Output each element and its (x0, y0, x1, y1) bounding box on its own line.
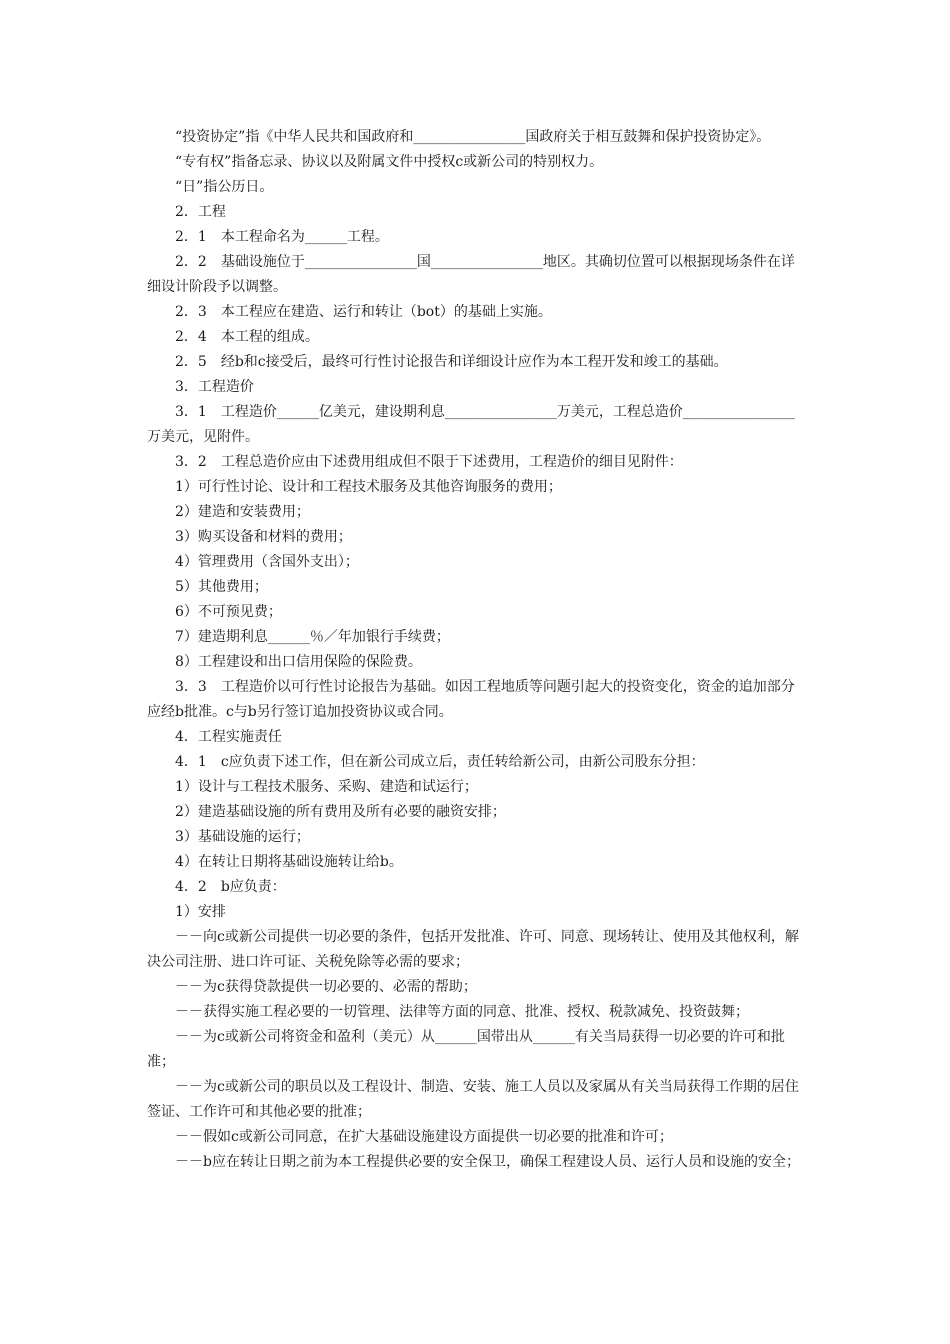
cost-item-5: 5）其他费用； (175, 579, 268, 595)
paragraph-investment-agreement-definition: “投资协定”指《中华人民共和国政府和________________国政府关于相互鼓舞和保护投资协定》。 (175, 129, 771, 145)
section-heading-project-cost: 3．工程造价 (175, 379, 254, 395)
arrangement-item-capital-transfer: －－为c或新公司将资金和盈利（美元）从______国带出从______有关当局获得一切必要的许可和批准； (147, 1029, 785, 1070)
arrangement-item-approvals: －－获得实施工程必要的一切管理、法律等方面的同意、批准、授权、税款减免、投资鼓舞； (175, 1004, 749, 1020)
responsibility-item-4: 4）在转让日期将基础设施转让给b。 (175, 854, 403, 870)
cost-item-2: 2）建造和安装费用； (175, 504, 310, 520)
clause-3-3: 3．3 工程造价以可行性讨论报告为基础。如因工程地质等问题引起大的投资变化，资金的追加部分应经b批准。c与b另行签订追加投资协议或合同。 (147, 679, 795, 720)
responsibility-item-3: 3）基础设施的运行； (175, 829, 310, 845)
clause-4-2: 4．2 b应负责： (175, 879, 286, 895)
arrangement-item-security: －－b应在转让日期之前为本工程提供必要的安全保卫，确保工程建设人员、运行人员和设施的安全； (175, 1154, 800, 1170)
clause-2-4: 2．4 本工程的组成。 (175, 329, 319, 345)
document-page (147, 125, 803, 1175)
responsibility-item-2: 2）建造基础设施的所有费用及所有必要的融资安排； (175, 804, 506, 820)
cost-item-6: 6）不可预见费； (175, 604, 282, 620)
section-heading-implementation-responsibility: 4．工程实施责任 (175, 729, 282, 745)
cost-item-4: 4）管理费用（含国外支出）； (175, 554, 359, 570)
arrangement-item-expansion: －－假如c或新公司同意，在扩大基础设施建设方面提供一切必要的批准和许可； (175, 1129, 673, 1145)
clause-2-1: 2．1 本工程命名为______工程。 (175, 229, 389, 245)
cost-item-1: 1）可行性讨论、设计和工程技术服务及其他咨询服务的费用； (175, 479, 562, 495)
clause-2-3: 2．3 本工程应在建造、运行和转让（bot）的基础上实施。 (175, 304, 552, 320)
paragraph-exclusive-right-definition: “专有权”指备忘录、协议以及附属文件中授权c或新公司的特别权力。 (175, 154, 604, 170)
paragraph-day-definition: “日”指公历日。 (175, 179, 274, 195)
clause-4-1: 4．1 c应负责下述工作，但在新公司成立后，责任转给新公司，由新公司股东分担： (175, 754, 705, 770)
clause-2-5: 2．5 经b和c接受后，最终可行性讨论报告和详细设计应作为本工程开发和竣工的基础。 (175, 354, 728, 370)
clause-3-2: 3．2 工程总造价应由下述费用组成但不限于下述费用，工程造价的细目见附件： (175, 454, 683, 470)
arrangement-item-loan-help: －－为c获得贷款提供一切必要的、必需的帮助； (175, 979, 477, 995)
clause-3-1: 3．1 工程造价______亿美元，建设期利息________________万美元，工程总造价________________万美元，见附件。 (147, 404, 795, 445)
arrangement-item-visas: －－为c或新公司的职员以及工程设计、制造、安装、施工人员以及家属从有关当局获得工作期的居住签证、工作许可和其他必要的批准； (147, 1079, 799, 1120)
arrangement-item-conditions: －－向c或新公司提供一切必要的条件，包括开发批准、许可、同意、现场转让、使用及其他权利，解决公司注册、进口许可证、关税免除等必需的要求； (147, 929, 799, 970)
cost-item-7: 7）建造期利息______％／年加银行手续费； (175, 629, 450, 645)
responsibility-item-1: 1）设计与工程技术服务、采购、建造和试运行； (175, 779, 478, 795)
section-heading-project: 2．工程 (175, 204, 226, 220)
cost-item-3: 3）购买设备和材料的费用； (175, 529, 352, 545)
cost-item-8: 8）工程建设和出口信用保险的保险费。 (175, 654, 422, 670)
clause-2-2: 2．2 基础设施位于________________国________________地区。其确切位置可以根据现场条件在详细设计阶段予以调整。 (147, 254, 795, 295)
arrangement-heading: 1）安排 (175, 904, 226, 920)
